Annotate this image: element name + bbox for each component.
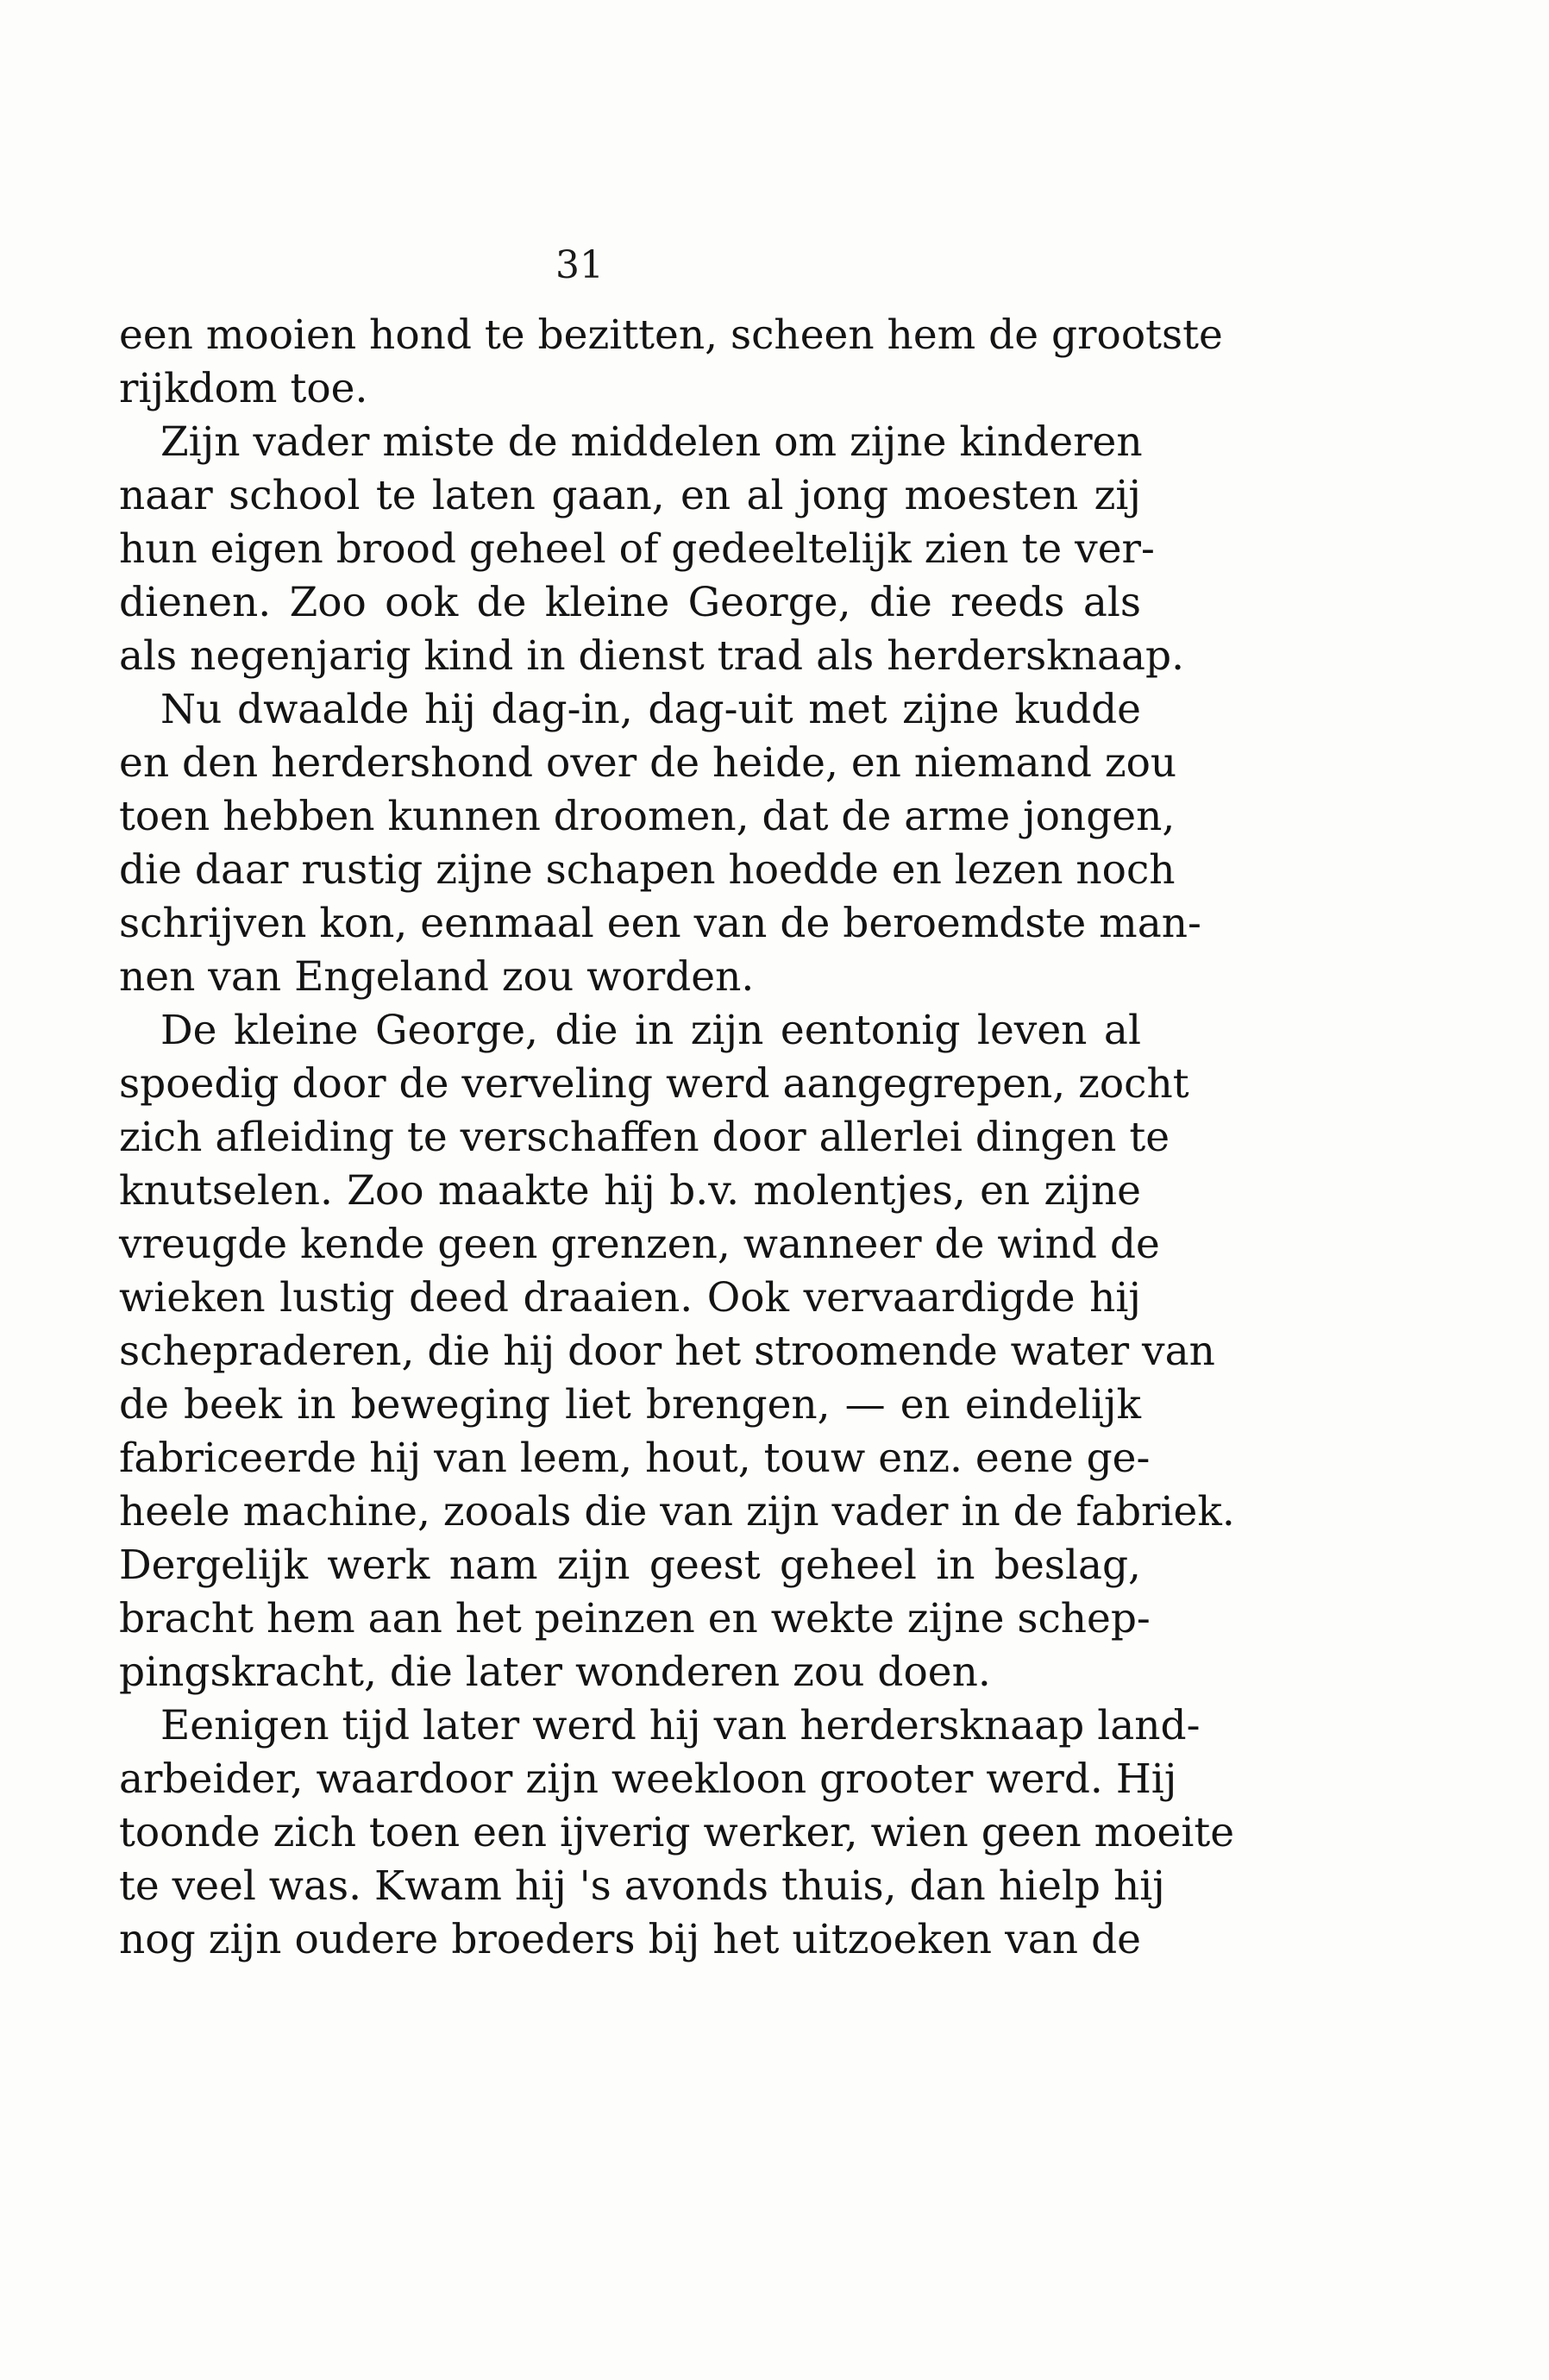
page-number: 31	[555, 243, 604, 287]
text-line: schepraderen, die hij door het stroomende water van	[119, 1328, 1215, 1375]
text-line: fabriceerde hij van leem, hout, touw enz. eene ge-	[119, 1435, 1151, 1482]
text-line: Dergelijk werk nam zijn geest geheel in beslag,	[119, 1542, 1141, 1589]
text-line: zich afleiding te verschaffen door allerlei dingen te	[119, 1114, 1170, 1161]
text-line: nog zijn oudere broeders bij het uitzoeken van de	[119, 1916, 1141, 1963]
text-line: heele machine, zooals die van zijn vader in de fabriek.	[119, 1488, 1235, 1535]
text-line: knutselen. Zoo maakte hij b.v. molentjes, en zijne	[119, 1167, 1141, 1215]
text-line: bracht hem aan het peinzen en wekte zijne schep-	[119, 1595, 1151, 1642]
text-line: die daar rustig zijne schapen hoedde en lezen noch	[119, 846, 1176, 894]
text-line: rijkdom toe.	[119, 365, 368, 412]
text-line: arbeider, waardoor zijn weekloon grooter werd. Hij	[119, 1755, 1177, 1803]
text-line: naar school te laten gaan, en al jong moesten zij	[119, 472, 1141, 519]
text-line: de beek in beweging liet brengen, — en eindelijk	[119, 1381, 1141, 1429]
text-line: nen van Engeland zou worden.	[119, 953, 755, 1001]
text-line: hun eigen brood geheel of gedeeltelijk zien te ver-	[119, 525, 1155, 573]
text-line: Zijn vader miste de middelen om zijne kinderen	[160, 418, 1143, 466]
text-line: en den herdershond over de heide, en niemand zou	[119, 739, 1177, 787]
text-line: vreugde kende geen grenzen, wanneer de wind de	[119, 1221, 1160, 1268]
text-line: een mooien hond te bezitten, scheen hem de grootste	[119, 311, 1223, 359]
body-text	[119, 309, 1235, 1967]
text-line: schrijven kon, eenmaal een van de beroemdste man-	[119, 900, 1201, 947]
text-line: Nu dwaalde hij dag-in, dag-uit met zijne kudde	[160, 686, 1141, 733]
text-line: te veel was. Kwam hij 's avonds thuis, dan hielp hij	[119, 1862, 1165, 1910]
text-line: spoedig door de verveling werd aangegrepen, zocht	[119, 1060, 1189, 1108]
text-line: dienen. Zoo ook de kleine George, die reeds als	[119, 579, 1141, 626]
text-line: wieken lustig deed draaien. Ook vervaardigde hij	[119, 1274, 1141, 1322]
text-line: De kleine George, die in zijn eentonig leven al	[160, 1007, 1141, 1054]
text-line: toen hebben kunnen droomen, dat de arme jongen,	[119, 793, 1176, 840]
text-line: Eenigen tijd later werd hij van herdersknaap land-	[160, 1702, 1201, 1749]
text-line: pingskracht, die later wonderen zou doen.	[119, 1648, 991, 1696]
text-line: als negenjarig kind in dienst trad als herdersknaap.	[119, 632, 1185, 680]
text-line: toonde zich toen een ijverig werker, wien geen moeite	[119, 1809, 1235, 1856]
